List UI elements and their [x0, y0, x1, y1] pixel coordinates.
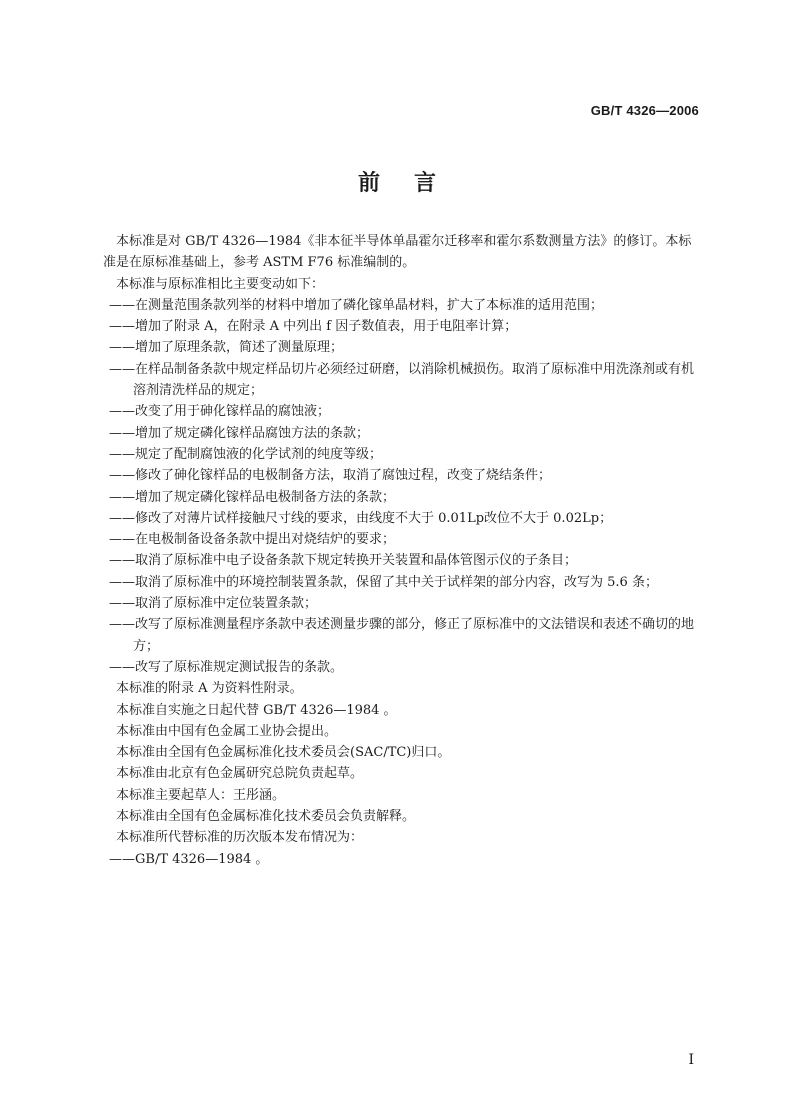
list-item: ——在样品制备条款中规定样品切片必须经过研磨，以消除机械损伤。取消了原标准中用洗涤剂或有机溶剂清洗样品的规定；: [109, 361, 695, 399]
list-item: ——增加了规定磷化镓样品腐蚀方法的条款；: [109, 425, 370, 441]
closing-paragraph: 本标准主要起草人：王彤涵。: [116, 787, 286, 803]
list-item: ——修改了砷化镓样品的电极制备方法，取消了腐蚀过程，改变了烧结条件；: [109, 468, 552, 484]
list-item: ——改变了用于砷化镓样品的腐蚀液；: [109, 404, 331, 420]
intro-paragraph: 本标准是对 GB/T 4326—1984《非本征半导体单晶霍尔迁移率和霍尔系数测量方法》的修订。本标准是在原标准基础上，参考 ASTM F76 标准编制的。: [103, 234, 692, 271]
list-item: ——改写了原标准测量程序条款中表述测量步骤的部分，修正了原标准中的文法错误和表述不确切的地方；: [109, 617, 695, 654]
standard-code: GB/T 4326—2006: [590, 103, 699, 118]
list-item: ——增加了附录 A，在附录 A 中列出 f 因子数值表，用于电阻率计算；: [109, 319, 518, 335]
foreword-body: [103, 231, 703, 870]
list-item: ——修改了对薄片试样接触尺寸线的要求，由线度不大于 0.01Lp改位不大于 0.02Lp；: [109, 510, 613, 526]
history-item: ——GB/T 4326—1984 。: [109, 851, 269, 867]
closing-paragraph: 本标准由中国有色金属工业协会提出。: [116, 723, 338, 739]
list-item: ——规定了配制腐蚀液的化学试剂的纯度等级；: [109, 446, 383, 462]
closing-paragraph: 本标准由北京有色金属研究总院负责起草。: [116, 766, 364, 782]
changes-lead: 本标准与原标准相比主要变动如下：: [116, 276, 325, 292]
closing-paragraph: 本标准的附录 A 为资料性附录。: [116, 681, 303, 697]
list-item: ——增加了规定磷化镓样品电极制备方法的条款；: [109, 489, 396, 505]
list-item: ——取消了原标准中定位装置条款；: [109, 596, 318, 612]
changes-list: [103, 295, 703, 678]
list-item: ——改写了原标准规定测试报告的条款。: [109, 659, 344, 675]
closing-paragraph: 本标准由全国有色金属标准化技术委员会(SAC/TC)归口。: [116, 745, 451, 761]
list-item: ——取消了原标准中电子设备条款下规定转换开关装置和晶体管图示仪的子条目；: [109, 553, 578, 569]
page-number: I: [688, 1052, 694, 1068]
closing-paragraph: 本标准自实施之日起代替 GB/T 4326—1984 。: [116, 702, 397, 718]
list-item: ——在测量范围条款列举的材料中增加了磷化镓单晶材料，扩大了本标准的适用范围；: [109, 297, 604, 313]
list-item: ——取消了原标准中的环境控制装置条款，保留了其中关于试样架的部分内容，改写为 5.6 条；: [109, 574, 658, 590]
closing-paragraph: 本标准所代替标准的历次版本发布情况为：: [116, 830, 364, 846]
page-title: 前言: [357, 171, 470, 196]
list-item: ——增加了原理条款，简述了测量原理；: [109, 340, 344, 356]
closing-paragraph: 本标准由全国有色金属标准化技术委员会负责解释。: [116, 809, 416, 825]
list-item: ——在电极制备设备条款中提出对烧结炉的要求；: [109, 532, 396, 548]
